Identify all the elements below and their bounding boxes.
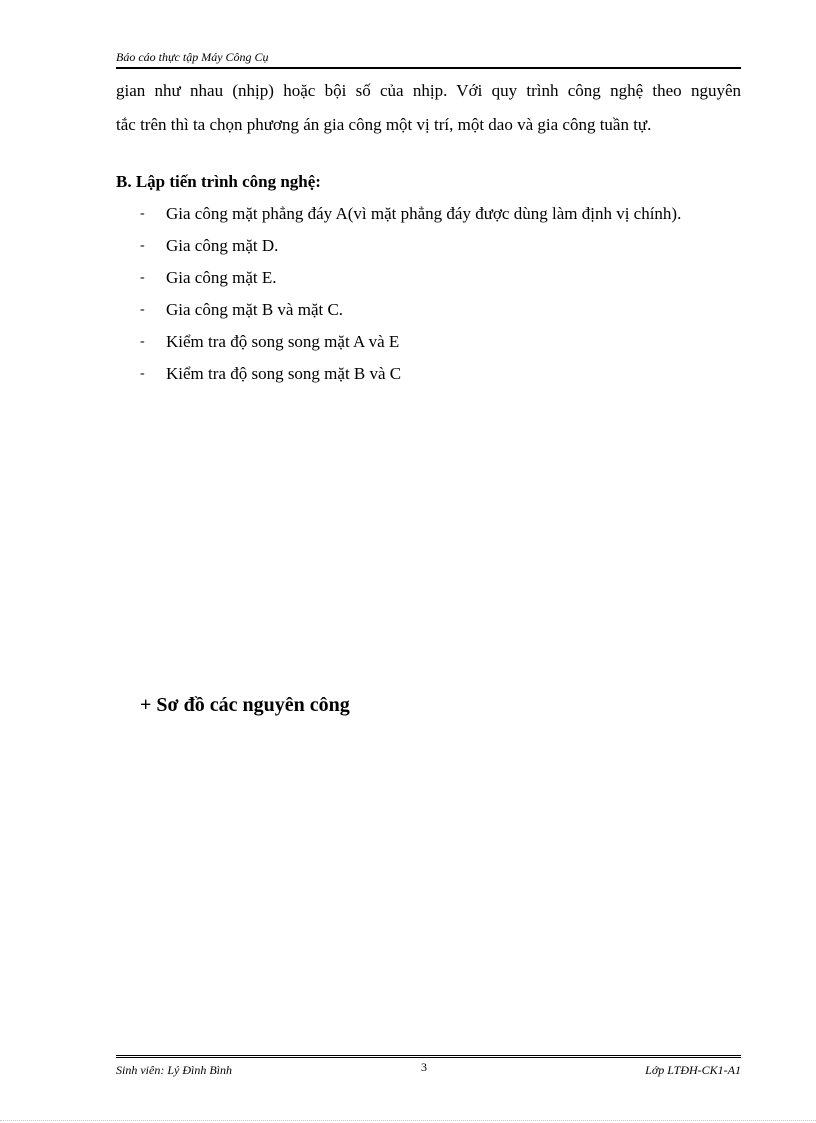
intro-line-2: tắc trên thì ta chọn phương án gia công một vị trí, một dao và gia công tuần tự. <box>116 115 652 134</box>
dash-bullet-icon: - <box>140 302 145 317</box>
page-number: 3 <box>421 1060 427 1074</box>
footer-student-name: Sinh viên: Lý Đình Bình <box>116 1063 232 1077</box>
step-text: Gia công mặt B và mặt C. <box>166 300 344 319</box>
section-b-heading: B. Lập tiến trình công nghệ: <box>116 172 321 191</box>
list-item <box>116 230 741 262</box>
step-text: Gia công mặt phẳng đáy A(vì mặt phẳng đáy được dùng làm định vị chính). <box>166 204 682 223</box>
step-text: Gia công mặt E. <box>166 268 277 287</box>
step-text: Kiểm tra độ song song mặt B và C <box>166 364 402 383</box>
process-steps-list <box>116 198 741 390</box>
dash-bullet-icon: - <box>140 366 145 381</box>
list-item <box>116 198 741 230</box>
list-item <box>116 262 741 294</box>
operations-diagram-heading: + Sơ đồ các nguyên công <box>140 694 350 716</box>
list-item <box>116 358 741 390</box>
dash-bullet-icon: - <box>140 238 145 253</box>
dash-bullet-icon: - <box>140 206 145 221</box>
page-bottom-divider <box>0 1120 816 1121</box>
step-text: Gia công mặt D. <box>166 236 279 255</box>
footer-class: Lớp LTĐH-CK1-A1 <box>645 1063 741 1077</box>
step-text: Kiểm tra độ song song mặt A và E <box>166 332 400 351</box>
header-title: Báo cáo thực tập Máy Công Cụ <box>116 50 269 64</box>
dash-bullet-icon: - <box>140 270 145 285</box>
list-item <box>116 326 741 358</box>
page-header <box>116 49 741 69</box>
dash-bullet-icon: - <box>140 334 145 349</box>
intro-paragraph <box>116 74 741 142</box>
intro-line-1: gian như nhau (nhịp) hoặc bội số của nhịp. Với quy trình công nghệ theo nguyên <box>116 81 741 100</box>
list-item <box>116 294 741 326</box>
page-footer <box>116 1055 741 1080</box>
